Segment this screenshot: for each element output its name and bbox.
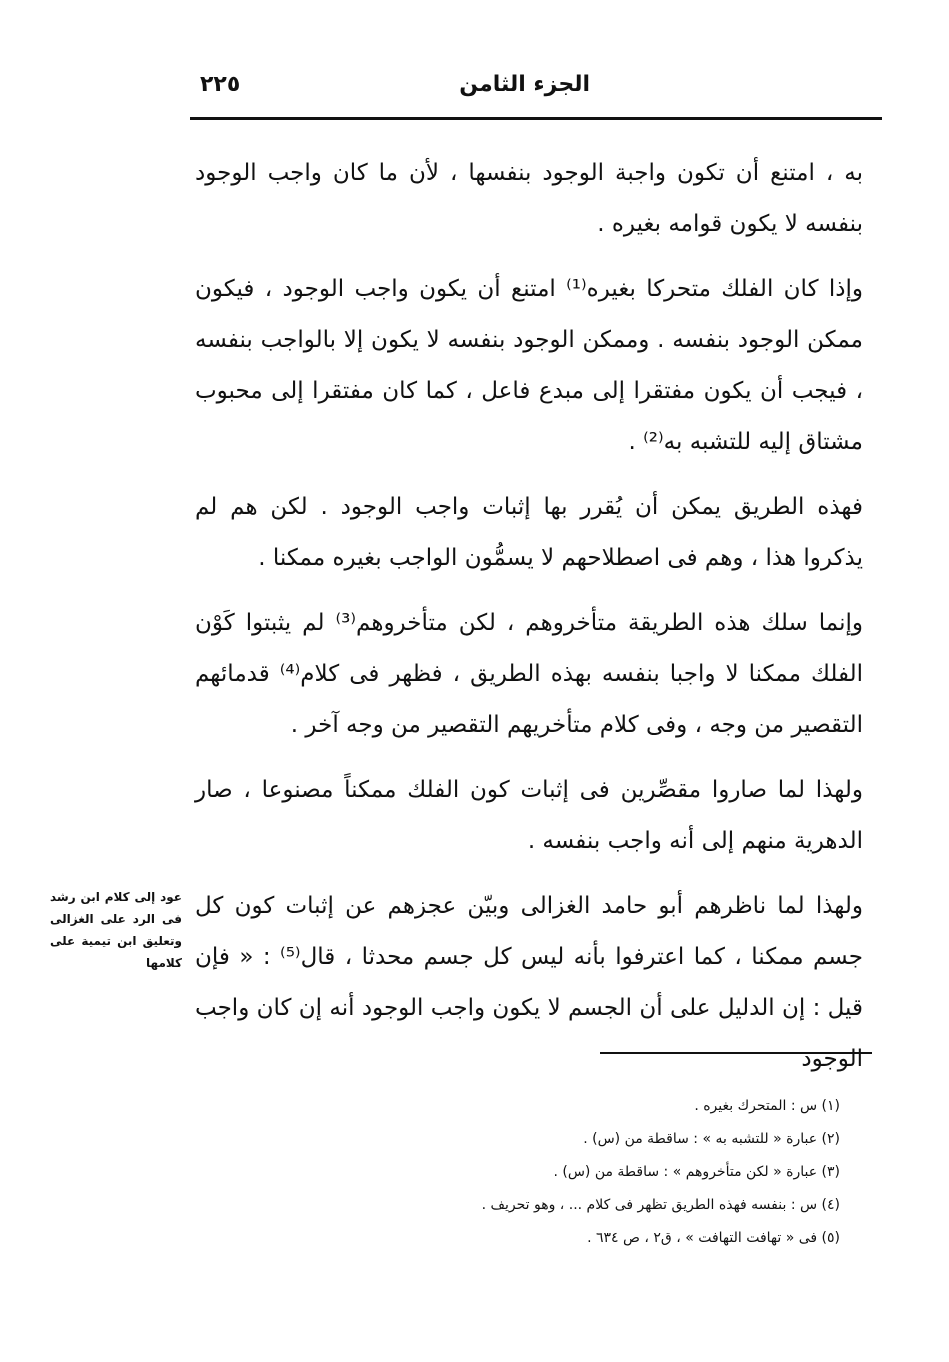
footnotes bbox=[330, 1090, 840, 1255]
paragraph-5: ولهذا لما صاروا مقصِّرين فى إثبات كون الفلك ممكناً مصنوعا ، صار الدهرية منهم إلى أنه واجب بنفسه . bbox=[195, 777, 863, 854]
page-number: ٢٢٥ bbox=[200, 72, 241, 97]
paragraph-4: وإنما سلك هذه الطريقة متأخروهم ، لكن متأخروهم⁽³⁾ لم يثبتوا كَوْن الفلك ممكنا لا واجبا بنفسه بهذه الطريق ، فظهر فى كلام⁽⁴⁾ قدمائهم التقصير من وجه ، وفى كلام متأخريهم التقصير من وجه آخر . bbox=[195, 610, 863, 738]
footnote-2: (٢) عبارة « للتشبه به » : ساقطة من (س) . bbox=[583, 1131, 840, 1147]
body-text bbox=[195, 148, 863, 1099]
running-title: الجزء الثامن bbox=[459, 72, 590, 97]
paragraph-2: وإذا كان الفلك متحركا بغيره⁽¹⁾ امتنع أن يكون واجب الوجود ، فيكون ممكن الوجود بنفسه . وممكن الوجود بنفسه لا يكون إلا بالواجب بنفسه ، فيجب أن يكون مفتقرا إلى مبدع فاعل ، كما كان مفتقرا إلى محبوب مشتاق إليه للتشبه به⁽²⁾ . bbox=[195, 276, 863, 455]
footnote-1: (١) س : المتحرك بغيره . bbox=[694, 1098, 840, 1114]
margin-note: عود إلى كلام ابن رشد فى الرد على الغزالى وتعليق ابن تيمية على كلامها bbox=[50, 890, 182, 970]
header-rule bbox=[190, 117, 882, 120]
paragraph-1: به ، امتنع أن تكون واجبة الوجود بنفسها ، لأن ما كان واجب الوجود بنفسه لا يكون قوامه بغيره . bbox=[195, 160, 863, 237]
paragraph-3: فهذه الطريق يمكن أن يُقرر بها إثبات واجب الوجود . لكن هم لم يذكروا هذا ، وهم فى اصطلاحهم لا يسمُّون الواجب بغيره ممكنا . bbox=[195, 494, 863, 571]
footnote-4: (٤) س : بنفسه فهذه الطريق تظهر فى كلام ... ، وهو تحريف . bbox=[481, 1197, 840, 1213]
paragraph-6: ولهذا لما ناظرهم أبو حامد الغزالى وبيّن عجزهم عن إثبات كون كل جسم ممكنا ، كما اعترفوا بأنه ليس كل جسم محدثا ، قال⁽⁵⁾ : « فإن قيل : إن الدليل على أن الجسم لا يكون واجب الوجود أنه إن كان واجب الوجود bbox=[195, 893, 863, 1072]
footnote-5: (٥) فى « تهافت التهافت » ، ق٢ ، ص ٦٣٤ . bbox=[587, 1230, 840, 1246]
footnote-rule bbox=[600, 1052, 872, 1054]
footnote-3: (٣) عبارة « لكن متأخروهم » : ساقطة من (س) . bbox=[553, 1164, 840, 1180]
page-header bbox=[190, 68, 880, 118]
